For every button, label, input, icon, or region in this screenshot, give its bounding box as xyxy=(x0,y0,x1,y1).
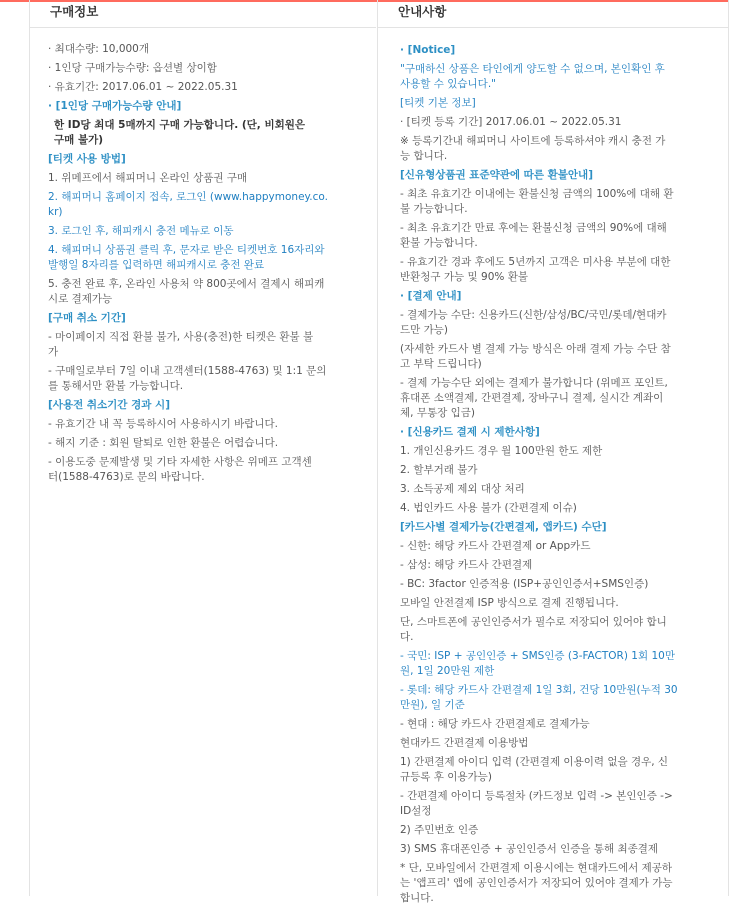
per-person-quantity: · 1인당 구매가능수량: 옵션별 상이함 xyxy=(48,62,217,74)
refund-heading: [신유형상품권 표준약관에 따른 환불안내] xyxy=(400,169,593,181)
payment-method: - 결제가능 수단: 신용카드(신한/삼성/BC/국민/롯데/현대카 xyxy=(400,309,667,321)
expired-rule-1: - 유효기간 내 꼭 등록하시어 사용하시기 바랍니다. xyxy=(48,418,279,430)
ticket-register-period: · [티켓 등록 기간] 2017.06.01 ~ 2022.05.31 xyxy=(400,116,622,128)
purchase-info-title: 구매정보 xyxy=(30,0,376,28)
card-limit-3: 3. 소득공제 제외 대상 처리 xyxy=(400,483,525,495)
max-quantity: · 최대수량: 10,000개 xyxy=(48,43,150,55)
hyundai-mobile-note-3: 합니다. xyxy=(400,892,434,904)
card-shinhan: - 신한: 해당 카드사 간편결제 or App카드 xyxy=(400,540,591,552)
notice-heading: · [Notice] xyxy=(400,44,456,56)
usage-step-4b: 발행일 8자리를 입력하면 해피캐시로 충전 완료 xyxy=(48,259,265,271)
hyundai-step-1: 1) 간편결제 아이디 입력 (간편결제 이용이력 없을 경우, 신 xyxy=(400,756,669,768)
payment-not-allowed-2: 휴대폰 소액결제, 간편결제, 장바구니 결제, 실시간 계좌이 xyxy=(400,392,664,404)
hyundai-howto: 현대카드 간편결제 이용방법 xyxy=(400,737,529,749)
purchase-info-panel xyxy=(29,0,376,896)
usage-step-1: 1. 위메프에서 해피머니 온라인 상품권 구매 xyxy=(48,172,248,184)
purchase-info-content xyxy=(30,28,376,485)
refund-rule-2: - 최초 유효기간 만료 후에는 환불신청 금액의 90%에 대해 xyxy=(400,222,667,234)
usage-step-5b: 시로 결제가능 xyxy=(48,293,113,305)
per-person-limit-heading: · [1인당 구매가능수량 안내] xyxy=(48,100,182,112)
payment-not-allowed: - 결제 가능수단 외에는 결제가 불가합니다 (위메프 포인트, xyxy=(400,377,668,389)
notice-content xyxy=(378,28,728,906)
card-hyundai: - 현대 : 해당 카드사 간편결제로 결제가능 xyxy=(400,718,590,730)
hyundai-step-3: 3) SMS 휴대폰인증 + 공인인증서 인증을 통해 최종결제 xyxy=(400,843,659,855)
usage-heading: [티켓 사용 방법] xyxy=(48,153,126,165)
usage-step-2[interactable]: 2. 해피머니 홈페이지 접속, 로그인 (www.happymoney.co. xyxy=(48,191,328,203)
card-bc-note-2: 단, 스마트폰에 공인인증서가 필수로 저장되어 있어야 합니 xyxy=(400,616,667,628)
notice-quote: "구매하신 상품은 타인에게 양도할 수 없으며, 본인확인 후 xyxy=(400,63,665,75)
validity-period: · 유효기간: 2017.06.01 ~ 2022.05.31 xyxy=(48,81,238,93)
refund-rule-2b: 환불 가능합니다. xyxy=(400,237,478,249)
ticket-register-note: ※ 등록기간내 해피머니 사이트에 등록하셔야 캐시 충전 가 xyxy=(400,135,666,147)
usage-step-5: 5. 충전 완료 후, 온라인 사용처 약 800곳에서 결제시 해피캐 xyxy=(48,278,325,290)
hyundai-mobile-note: * 단, 모바일에서 간편결제 이용시에는 현대카드에서 제공하 xyxy=(400,862,673,874)
refund-rule-1: - 최초 유효기간 이내에는 환불신청 금액의 100%에 대해 환 xyxy=(400,188,674,200)
cancel-period-heading: [구매 취소 기간] xyxy=(48,312,126,324)
cancel-rule-2: - 구매일로부터 7일 이내 고객센터(1588-4763) 및 1:1 문의 xyxy=(48,365,327,377)
usage-step-4: 4. 해피머니 상품권 클릭 후, 문자로 받은 티켓번호 16자리와 xyxy=(48,244,325,256)
expired-rule-2: - 해지 기준 : 회원 탈퇴로 인한 환불은 어렵습니다. xyxy=(48,437,279,449)
card-lotte: - 롯데: 해당 카드사 간편결제 1일 3회, 건당 10만원(누적 30 xyxy=(400,684,678,696)
notice-title: 안내사항 xyxy=(378,0,728,28)
hyundai-step-2: 2) 주민번호 인증 xyxy=(400,824,479,836)
card-limit-2: 2. 할부거래 불가 xyxy=(400,464,478,476)
payment-not-allowed-3: 체, 무통장 입금) xyxy=(400,407,475,419)
payment-detail-note-2: 고 부탁 드립니다) xyxy=(400,358,482,370)
card-limit-heading: · [신용카드 결제 시 제한사항] xyxy=(400,426,540,438)
expired-rule-3b: 터(1588-4763)로 문의 바랍니다. xyxy=(48,471,205,483)
usage-step-2b: kr) xyxy=(48,206,63,218)
hyundai-step-1b: 규등록 후 이용가능) xyxy=(400,771,492,783)
payment-method-2: 드만 가능) xyxy=(400,324,449,336)
notice-panel xyxy=(377,0,729,904)
card-method-heading: [카드사별 결제가능(간편결제, 앱카드) 수단] xyxy=(400,521,607,533)
payment-heading: · [결제 안내] xyxy=(400,290,462,302)
refund-rule-3: - 유효기간 경과 후에도 5년까지 고객은 미사용 부분에 대한 xyxy=(400,256,671,268)
card-lotte-2: 만원), 일 기준 xyxy=(400,699,465,711)
card-kb-2: 원, 1일 20만원 제한 xyxy=(400,665,495,677)
card-limit-1: 1. 개인신용카드 경우 월 100만원 한도 제한 xyxy=(400,445,603,457)
hyundai-id-register: - 간편결제 아이디 등록절차 (카드정보 입력 -> 본인인증 -> xyxy=(400,790,673,802)
expired-heading: [사용전 취소기간 경과 시] xyxy=(48,399,170,411)
hyundai-id-register-2: ID설정 xyxy=(400,805,432,817)
refund-rule-1b: 불 가능합니다. xyxy=(400,203,468,215)
notice-quote-2: 사용할 수 있습니다." xyxy=(400,78,496,90)
card-bc-note: 모바일 안전결제 ISP 방식으로 결제 진행됩니다. xyxy=(400,597,619,609)
usage-step-3: 3. 로그인 후, 해피캐시 충전 메뉴로 이동 xyxy=(48,225,234,237)
cancel-rule-2b: 를 통해서만 환불 가능합니다. xyxy=(48,380,184,392)
card-samsung: - 삼성: 해당 카드사 간편결제 xyxy=(400,559,533,571)
ticket-register-note-2: 능 합니다. xyxy=(400,150,448,162)
per-person-limit-text: 한 ID당 최대 5매까지 구매 가능합니다. (단, 비회원은 xyxy=(54,119,306,131)
payment-detail-note: (자세한 카드사 별 결제 가능 방식은 아래 결제 가능 수단 참 xyxy=(400,343,671,355)
hyundai-mobile-note-2: 는 '앱프리' 앱에 공인인증서가 저장되어 있어야 결제가 가능 xyxy=(400,877,673,889)
card-kb: - 국민: ISP + 공인인증 + SMS인증 (3-FACTOR) 1회 10만 xyxy=(400,650,675,662)
card-limit-4: 4. 법인카드 사용 불가 (간편결제 이슈) xyxy=(400,502,577,514)
card-bc: - BC: 3factor 인증적용 (ISP+공인인증서+SMS인증) xyxy=(400,578,649,590)
per-person-limit-text-2: 구매 불가) xyxy=(54,134,104,146)
ticket-info-heading: [티켓 기본 정보] xyxy=(400,97,476,109)
cancel-rule-1: - 마이페이지 직접 환불 불가, 사용(충전)한 티켓은 환불 불 xyxy=(48,331,314,343)
cancel-rule-1b: 가 xyxy=(48,346,59,358)
card-bc-note-2b: 다. xyxy=(400,631,414,643)
expired-rule-3: - 이용도중 문제발생 및 기타 자세한 사항은 위메프 고객센 xyxy=(48,456,312,468)
refund-rule-3b: 반환청구 가능 및 90% 환불 xyxy=(400,271,528,283)
